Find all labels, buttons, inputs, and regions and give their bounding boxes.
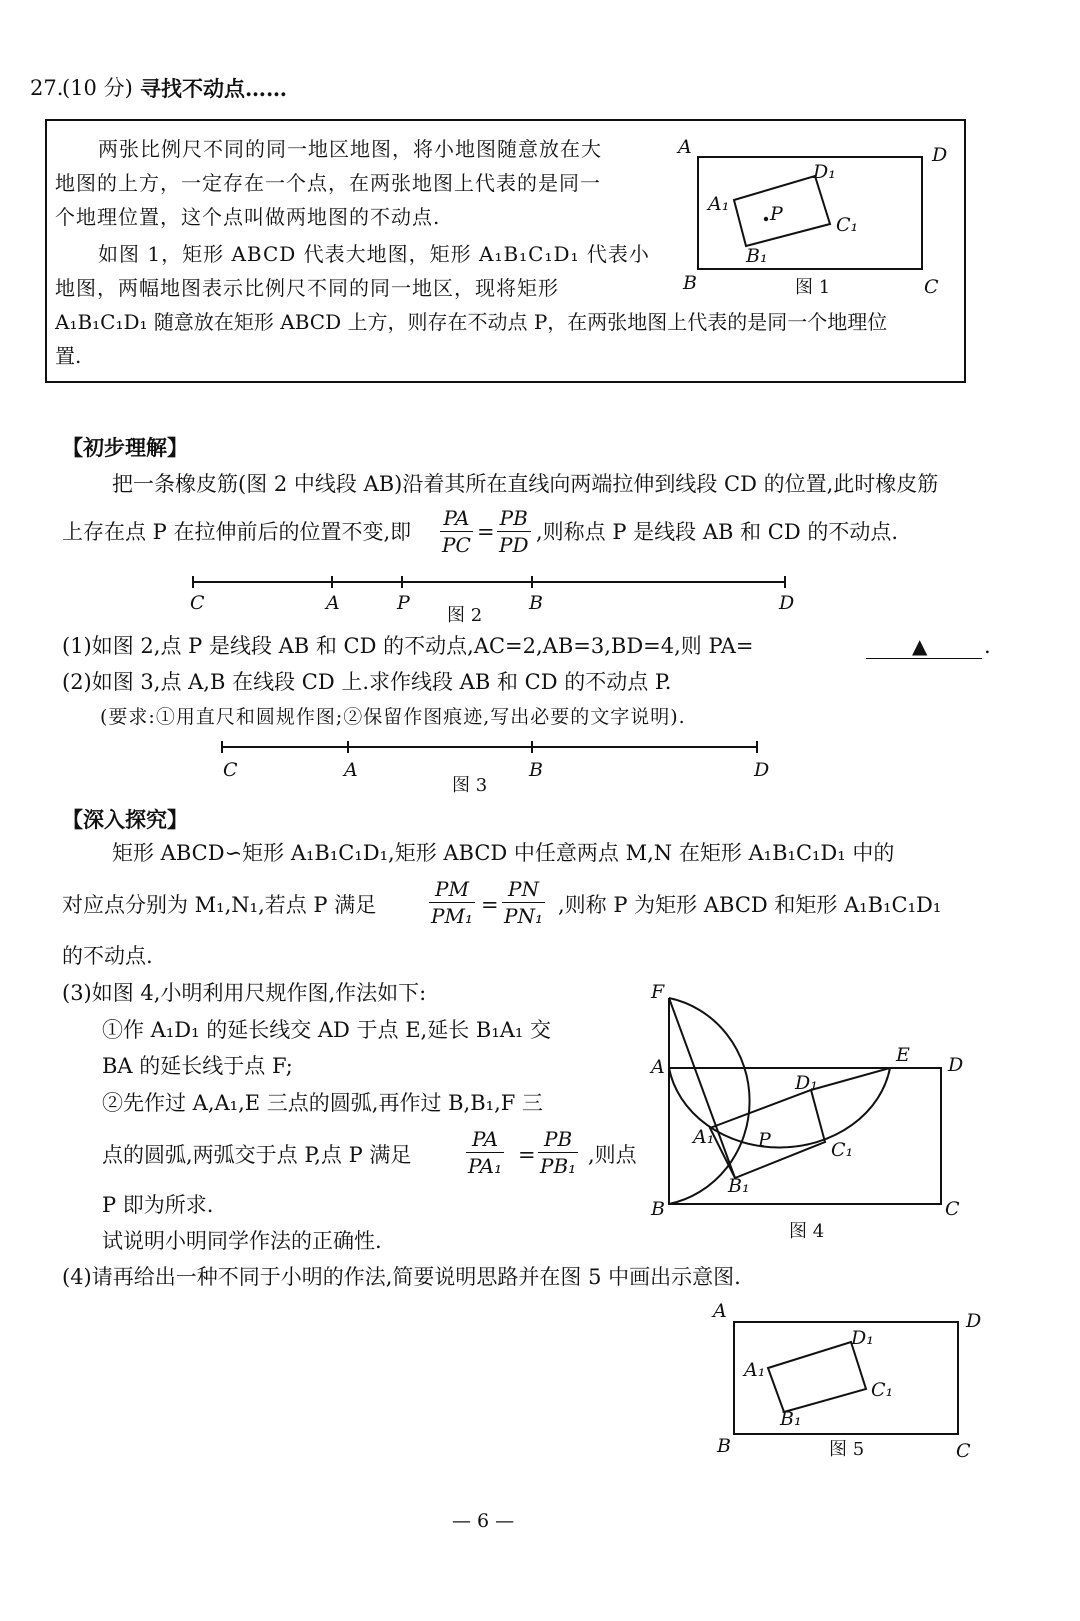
fig2-caption: 图 2 — [447, 605, 483, 626]
question-3-line3: BA 的延长线于点 F; — [102, 1054, 293, 1078]
intro-line: 地图，两幅地图表示比例尺不同的同一地区，现将矩形 — [55, 276, 559, 300]
fig1-label-d: D — [932, 144, 948, 166]
fig4-label-f: F — [651, 981, 665, 1003]
fig5-label-b: B — [717, 1435, 731, 1457]
fig5-label-a: A — [713, 1300, 727, 1322]
fig1-label-a: A — [678, 136, 692, 158]
question-3-line5-pre: 点的圆弧,两弧交于点 P,点 P 满足 — [102, 1143, 412, 1167]
fraction-pa-pc: $\frac{PA}{PC}$ — [442, 506, 471, 557]
question-3-line5-post: ,则点 — [588, 1143, 637, 1167]
question-1: (1)如图 2,点 P 是线段 AB 和 CD 的不动点,AC=2,AB=3,BD=4,则 PA= — [62, 634, 754, 658]
fig3-caption: 图 3 — [452, 775, 488, 796]
fig1-label-p: P — [770, 203, 783, 225]
fig1-label-c1: C₁ — [836, 214, 859, 236]
fig3-label-c: C — [223, 759, 238, 781]
section-title-deeper: 【深入探究】 — [62, 807, 188, 832]
fraction-pa-pa1: $\frac{PA}{\text{PA₁}}$ — [468, 1127, 503, 1178]
fig3-label-d: D — [754, 759, 770, 781]
section1-line2-pre: 上存在点 P 在拉伸前后的位置不变,即 — [62, 520, 412, 544]
fig4-caption: 图 4 — [789, 1221, 825, 1242]
section-title-preliminary: 【初步理解】 — [62, 435, 188, 460]
fig1-label-c: C — [924, 276, 939, 298]
section1-line1: 把一条橡皮筋(图 2 中线段 AB)沿着其所在直线向两端拉伸到线段 CD 的位置,此时橡皮筋 — [112, 472, 939, 496]
intro-line: 如图 1，矩形 ABCD 代表大地图，矩形 A₁B₁C₁D₁ 代表小 — [98, 242, 650, 266]
fig2-label-c: C — [190, 592, 205, 614]
fig4-label-c1: C₁ — [831, 1139, 854, 1161]
fig4-label-c: C — [945, 1198, 960, 1220]
question-number: 27. — [30, 76, 64, 100]
fig4-label-d1: D₁ — [795, 1072, 818, 1094]
fig5-label-d: D — [966, 1310, 982, 1332]
fig4-label-d: D — [948, 1054, 964, 1076]
fig5-label-c: C — [956, 1440, 971, 1462]
section2-line3: 的不动点. — [62, 944, 153, 968]
question-3-line2: ①作 A₁D₁ 的延长线交 AD 于点 E,延长 B₁A₁ 交 — [102, 1018, 552, 1042]
fig4-label-a: A — [651, 1056, 665, 1078]
question-3-line4: ②先作过 A,A₁,E 三点的圆弧,再作过 B,B₁,F 三 — [102, 1091, 544, 1115]
fig3-label-a: A — [344, 759, 358, 781]
intro-line: 置. — [55, 344, 82, 368]
fig1-label-d1: D₁ — [813, 161, 836, 183]
fig1-label-a1: A₁ — [708, 193, 730, 215]
intro-line: A₁B₁C₁D₁ 随意放在矩形 ABCD 上方，则存在不动点 P，在两张地图上代表的是同一个地理位 — [55, 310, 888, 334]
fig1-label-b1: B₁ — [746, 245, 768, 267]
page-number: — 6 — — [452, 1510, 515, 1532]
fraction-pm-pm1: $\frac{PM}{\text{PM₁}}$ — [431, 877, 473, 928]
fraction-pn-pn1: $\frac{PN}{\text{PN₁}}$ — [504, 877, 543, 928]
answer-mark: ▲ — [912, 634, 928, 658]
question-2-requirement: (要求:①用直尺和圆规作图;②保留作图痕迹,写出必要的文字说明). — [100, 706, 686, 728]
fraction-pb-pd: $\frac{PB}{PD}$ — [499, 506, 529, 557]
question-1-end: . — [984, 634, 991, 658]
fig4-label-e: E — [896, 1044, 910, 1066]
fig4-label-b: B — [651, 1198, 665, 1220]
fig5-label-d1: D₁ — [851, 1327, 874, 1349]
fig5-label-a1: A₁ — [744, 1359, 766, 1381]
fig5-label-c1: C₁ — [871, 1379, 894, 1401]
fraction-pb-pb1: $\frac{PB}{\text{PB₁}}$ — [540, 1127, 577, 1178]
fig4-label-a1: A₁ — [693, 1126, 715, 1148]
fig2-label-d: D — [779, 592, 795, 614]
fig5-caption: 图 5 — [829, 1439, 865, 1460]
fig1-caption: 图 1 — [795, 277, 831, 298]
fig2-label-p: P — [397, 592, 410, 614]
section1-line2-post: ,则称点 P 是线段 AB 和 CD 的不动点. — [536, 520, 899, 544]
fig3-label-b: B — [529, 759, 543, 781]
question-3-line6: P 即为所求. — [102, 1193, 214, 1217]
fig4-label-p: P — [758, 1129, 771, 1151]
question-3-line7: 试说明小明同学作法的正确性. — [102, 1229, 382, 1253]
fig5-label-b1: B₁ — [780, 1408, 802, 1430]
question-3-line1: (3)如图 4,小明利用尺规作图,作法如下: — [62, 981, 427, 1005]
equals-sign: = — [518, 1143, 536, 1167]
fig2-label-a: A — [326, 592, 340, 614]
fig4-label-b1: B₁ — [728, 1175, 750, 1197]
section2-line2-pre: 对应点分别为 M₁,N₁,若点 P 满足 — [62, 893, 377, 917]
section2-line2-post: ,则称 P 为矩形 ABCD 和矩形 A₁B₁C₁D₁ — [558, 893, 942, 917]
question-4: (4)请再给出一种不同于小明的作法,简要说明思路并在图 5 中画出示意图. — [62, 1265, 741, 1289]
intro-line: 两张比例尺不同的同一地区地图，将小地图随意放在大 — [98, 137, 602, 161]
equals-sign: = — [477, 520, 495, 544]
fig1-label-b: B — [683, 272, 697, 294]
question-points: (10 分) — [62, 76, 133, 100]
intro-line: 地图的上方，一定存在一个点，在两张地图上代表的是同一 — [55, 171, 601, 195]
intro-line: 个地理位置，这个点叫做两地图的不动点. — [55, 205, 441, 229]
question-title: 寻找不动点…… — [140, 76, 287, 101]
fig2-label-b: B — [529, 592, 543, 614]
question-2: (2)如图 3,点 A,B 在线段 CD 上.求作线段 AB 和 CD 的不动点 P. — [62, 670, 672, 694]
equals-sign: = — [481, 893, 499, 917]
section2-line1: 矩形 ABCD∽矩形 A₁B₁C₁D₁,矩形 ABCD 中任意两点 M,N 在矩形 A₁B₁C₁D₁ 中的 — [112, 841, 895, 865]
